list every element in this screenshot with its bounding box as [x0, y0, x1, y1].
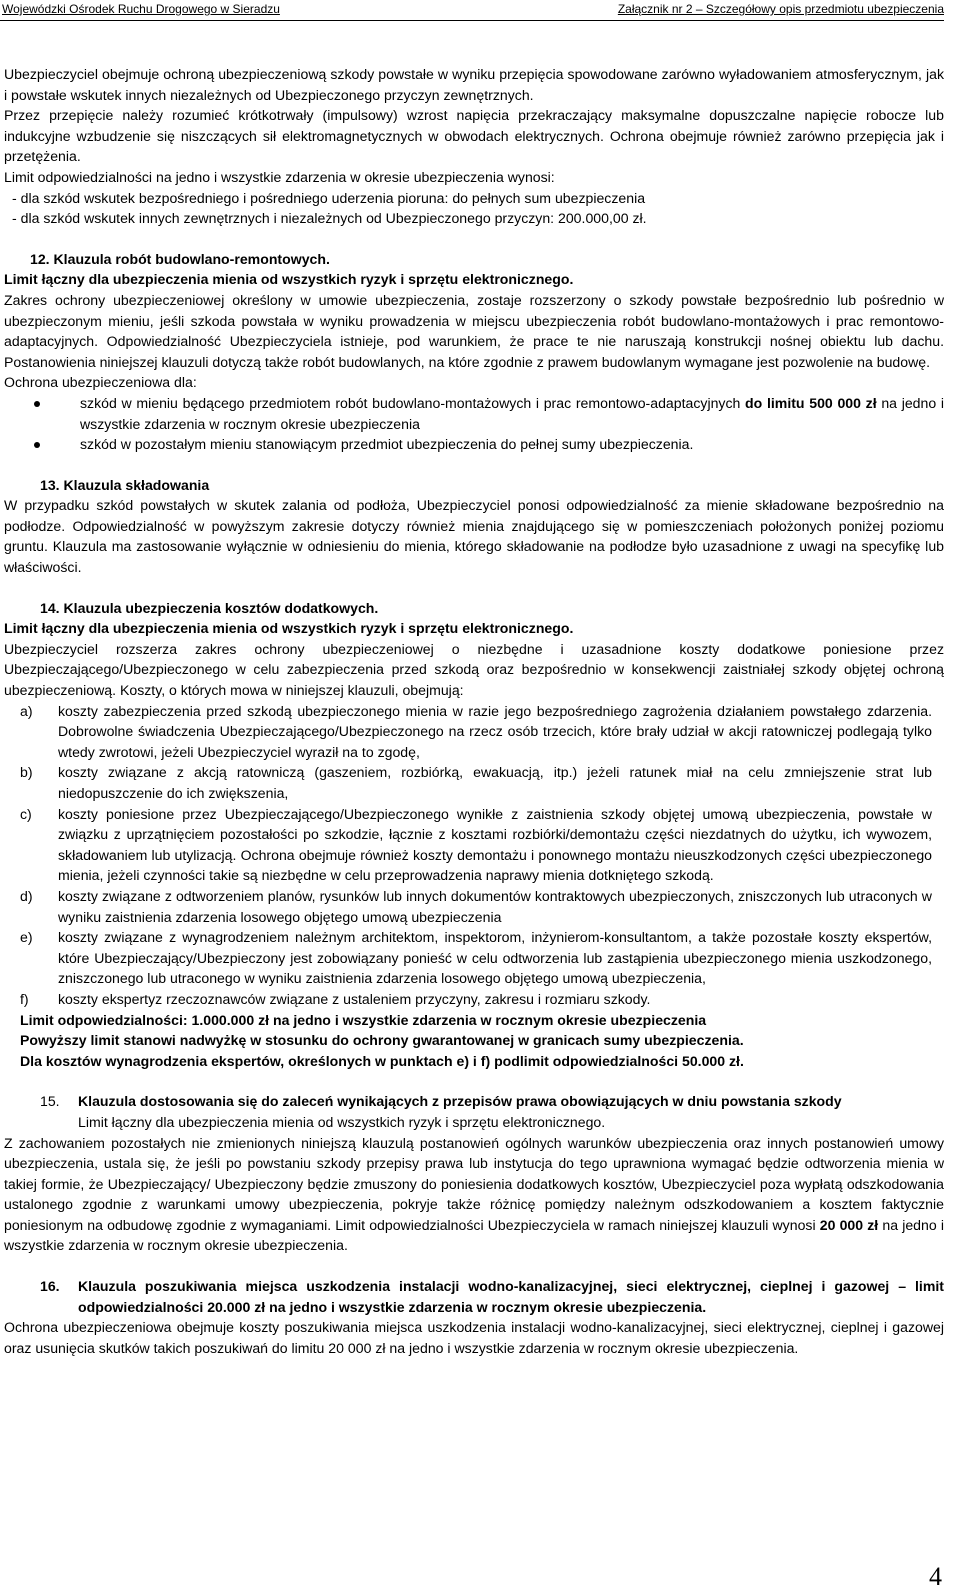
list-item: a) koszty zabezpieczenia przed szkodą ubezpieczonego mienia w razie jego bezpośredniego zagrożenia działaniem powstałego zdarzenia. Dobrowolne świadczenia Ubezpieczającego/Ubezpieczonego na rzecz osób trzecich, które brały udział w akcji ratowniczej podlegają tylko wtedy zwrotowi, jeżeli Ubezpieczyciel wyraził na to zgodę, — [20, 702, 932, 760]
page-header — [0, 0, 944, 21]
paragraph: Ochrona ubezpieczeniowa dla: — [4, 374, 197, 391]
paragraph: Limit odpowiedzialności na jedno i wszystkie zdarzenia w okresie ubezpieczenia wynosi: — [4, 168, 555, 185]
limit-statement: Powyższy limit stanowi nadwyżkę w stosunku do ochrony gwarantowanej w granicach sumy ubezpieczenia. — [20, 1032, 744, 1049]
clause-14-title: 14. Klauzula ubezpieczenia kosztów dodatkowych. — [40, 599, 379, 616]
paragraph: Ubezpieczyciel rozszerza zakres ochrony ubezpieczeniowej o niezbędne i uzasadnione koszty dodatkowe poniesione przez Ubezpieczającego/Ubezpieczonego w celu zabezpieczenia przed szkodą oraz bezpośrednio w konsekwencji zaistniałej szkody objętej ochroną ubezpieczeniową. Koszty, o których mowa w niniejszej klauzuli, obejmują: — [4, 640, 944, 699]
page-number: 4 — [929, 1562, 942, 1591]
list-item: b) koszty związane z akcją ratowniczą (gaszeniem, rozbiórką, ewakuacją, itp.) jeżeli ratunek miał na celu zmniejszenie strat lub niedopuszczenie do ich zwiększenia, — [20, 764, 932, 801]
clause-14-limit: Limit łączny dla ubezpieczenia mienia od wszystkich ryzyk i sprzętu elektronicznego. — [4, 620, 574, 637]
paragraph: Zakres ochrony ubezpieczeniowej określony w umowie ubezpieczenia, zostaje rozszerzony o szkody powstałe bezpośrednio lub pośrednio w ubezpieczonym mieniu, jeśli szkoda powstała w wyniku prowadzenia w miejscu ubezpieczenia robót budowlano-montażowych i prac remontowo-adaptacyjnych. Odpowiedzialność Ubezpieczyciela istnieje, pod warunkiem, że prace te nie naruszają konstrukcji nośnej obiektu lub dachu. Postanowienia niniejszej klauzuli dotyczą także robót budowlanych, na które zgodnie z prawem budowlanym wymagane jest pozwolenie na budowę. — [4, 291, 944, 370]
document-body — [4, 64, 944, 1358]
paragraph: Przez przepięcie należy rozumieć krótkotrwały (impulsowy) wzrost napięcia przekraczający maksymalne dopuszczalne napięcie robocze lub indukcyjne wzbudzenie się niszczących sił elektromagnetycznych w obwodach elektrycznych. Ochrona obejmuje również zarówno przepięcia jak i przetężenia. — [4, 107, 944, 165]
bullet-list — [4, 393, 944, 455]
dash-item: - dla szkód wskutek bezpośredniego i pośredniego uderzenia pioruna: do pełnych sum ubezpieczenia — [12, 189, 646, 206]
bullet-icon — [34, 442, 40, 448]
cost-list — [4, 701, 944, 1010]
paragraph: W przypadku szkód powstałych w skutek zalania od podłoża, Ubezpieczyciel ponosi odpowiedzialność za mienie składowane bezpośrednio na podłodze. Odpowiedzialność w powyższym zakresie dotyczy również mienia znajdującego się w pomieszczeniach położonych poniżej poziomu gruntu. Klauzula ma zastosowanie wyłącznie w odniesieniu do mienia, którego składowanie na podłodze było uzasadnione z uwagi na specyfikę lub właściwości. — [4, 497, 944, 576]
header-institution: Wojewódzki Ośrodek Ruchu Drogowego w Sieradzu — [2, 2, 280, 16]
clause-12-title: 12. Klauzula robót budowlano-remontowych. — [30, 250, 330, 267]
list-item: szkód w mieniu będącego przedmiotem robót budowlano-montażowych i prac remontowo-adaptacyjnych do limitu 500 000 zł na jedno i wszystkie zdarzenia w rocznym okresie ubezpieczenia — [4, 393, 944, 434]
limit-statement: Dla kosztów wynagrodzenia ekspertów, określonych w punktach e) i f) podlimit odpowiedzialności 50.000 zł. — [20, 1052, 744, 1069]
list-item: d) koszty związane z odtworzeniem planów, rysunków lub innych dokumentów kontraktowych ubezpieczonych, zniszczonych lub utraconych w wyniku zaistnienia zdarzenia losowego objętego umową ubezpieczenia — [20, 887, 932, 925]
clause-16-title: 16. Klauzula poszukiwania miejsca uszkodzenia instalacji wodno-kanalizacyjnej, sieci elektrycznej, cieplnej i gazowej – limit odpowiedzialności 20.000 zł na jedno i wszystkie zdarzenia w rocznym okresie ubezpieczenia. — [40, 1278, 944, 1315]
paragraph: Ochrona ubezpieczeniowa obejmuje koszty poszukiwania miejsca uszkodzenia instalacji wodno-kanalizacyjnej, sieci elektrycznej, cieplnej i gazowej oraz usunięcia skutków takich poszukiwań do limitu 20 000 zł na jedno i wszystkie zdarzenia w rocznym okresie ubezpieczenia. — [4, 1319, 944, 1356]
clause-12-limit: Limit łączny dla ubezpieczenia mienia od wszystkich ryzyk i sprzętu elektronicznego. — [4, 271, 574, 288]
paragraph: Ubezpieczyciel obejmuje ochroną ubezpieczeniową szkody powstałe w wyniku przepięcia spowodowane zarówno wyładowaniem atmosferycznym, jak i powstałe wskutek innych niezależnych od Ubezpieczonego przyczyn zewnętrznych. — [4, 66, 944, 103]
list-item: f) koszty ekspertyz rzeczoznawców związane z ustaleniem przyczyny, zakresu i rozmiaru szkody. — [20, 990, 651, 1007]
header-attachment-title: Załącznik nr 2 – Szczegółowy opis przedmiotu ubezpieczenia — [617, 2, 944, 16]
paragraph: Z zachowaniem pozostałych nie zmienionych niniejszą klauzulą postanowień ogólnych warunków ubezpieczenia oraz innych postanowień umowy ubezpieczenia, ustala się, że jeśli po powstaniu szkody przepisy prawa lub instytucja do tego uprawniona wymagać będzie odtworzenia mienia w takiej formie, że Ubezpieczający/ Ubezpieczony będzie zmuszony do poniesienia dodatkowych kosztów, Ubezpieczyciel poza wypłatą odszkodowania ustalonego zgodnie z warunkami umowy ubezpieczenia, pokryje także różnicę pomiędzy należnym odszkodowaniem a kosztem faktycznie poniesionym na odbudowę zgodnie z wymaganiami. Limit odpowiedzialności Ubezpieczyciela w ramach niniejszej klauzuli wynosi 20 000 zł na jedno i wszystkie zdarzenia w rocznym okresie ubezpieczenia. — [4, 1134, 944, 1254]
clause-15-title: 15. Klauzula dostosowania się do zaleceń wynikających z przepisów prawa obowiązujących w dniu powstania szkody — [40, 1093, 842, 1110]
clause-13-title: 13. Klauzula składowania — [40, 476, 210, 493]
clause-15-limit: Limit łączny dla ubezpieczenia mienia od wszystkich ryzyk i sprzętu elektronicznego. — [78, 1113, 606, 1130]
limit-statement: Limit odpowiedzialności: 1.000.000 zł na jedno i wszystkie zdarzenia w rocznym okresie ubezpieczenia — [20, 1011, 707, 1028]
bullet-icon — [34, 401, 40, 407]
dash-item: - dla szkód wskutek innych zewnętrznych i niezależnych od Ubezpieczonego przyczyn: 200.000,00 zł. — [12, 210, 647, 227]
list-item: e) koszty związane z wynagrodzeniem należnym architektom, inspektorom, inżynierom-konsultantom, a także pozostałe koszty ekspertów, które Ubezpieczający/Ubezpieczony jest zobowiązany ponieść w celu odtworzenia lub zastąpienia ubezpieczonego mienia uszkodzonego, zniszczonego lub utraconego w wyniku zaistnienia zdarzenia losowego objętego umową ubezpieczenia, — [20, 929, 932, 987]
list-item: c) koszty poniesione przez Ubezpieczającego/Ubezpieczonego wynikłe z zaistnienia szkody objętej umową ubezpieczenia, powstałe w związku z uprzątnięciem pozostałości po szkodzie, łącznie z kosztami rozbiórki/demontażu części niezdatnych do użytku, ich wywozem, składowaniem lub utylizacją. Ochrona obejmuje również koszty demontażu i ponownego montażu nieuszkodzonych części ubezpieczonego mienia, jeżeli czynności takie są niezbędne w celu przeprowadzenia naprawy mienia dotkniętego szkodą. — [20, 805, 932, 884]
list-item: szkód w pozostałym mieniu stanowiącym przedmiot ubezpieczenia do pełnej sumy ubezpieczenia. — [4, 434, 944, 455]
